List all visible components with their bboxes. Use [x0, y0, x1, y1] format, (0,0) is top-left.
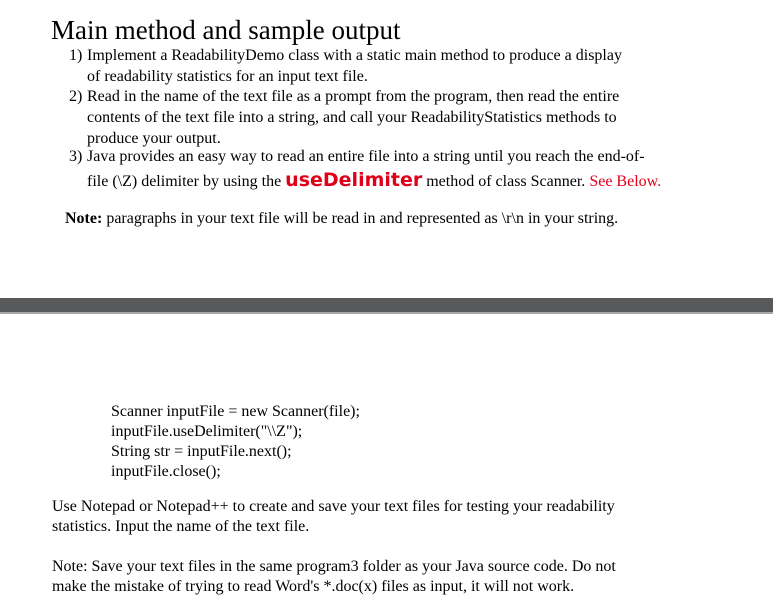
code-line: inputFile.useDelimiter("\\Z"); — [111, 423, 303, 440]
paragraph-line: Note: Save your text files in the same program3 folder as your Java source code. Do not — [52, 558, 616, 575]
save-note-paragraph — [52, 557, 616, 597]
list-item-2-line-1: Read in the name of the text file as a prompt from the program, then read the entire — [87, 88, 620, 105]
list-item-3-line-2 — [87, 170, 729, 192]
list-item-3 — [69, 146, 729, 192]
list-item-1 — [69, 45, 729, 87]
code-line: String str = inputFile.next(); — [111, 443, 292, 460]
see-below-text: See Below. — [589, 173, 662, 190]
section-divider-shadow — [0, 312, 773, 314]
notepad-paragraph — [52, 497, 615, 537]
list-item-3-line-1: Java provides an easy way to read an entire file into a string until you reach the end-of- — [87, 148, 645, 165]
note-text: paragraphs in your text file will be read in and represented as \r\n in your string. — [102, 210, 619, 227]
line-text: file (\Z) delimiter by using the — [87, 173, 286, 190]
list-item-2-line-2: contents of the text file into a string, and call your ReadabilityStatistics methods to — [87, 109, 617, 126]
list-item-2 — [69, 86, 729, 149]
list-number: 2) — [69, 88, 83, 105]
list-number: 3) — [69, 148, 83, 165]
list-item-1-line-1: Implement a ReadabilityDemo class with a static main method to produce a display — [87, 47, 622, 64]
list-number: 1) — [69, 47, 83, 64]
line-text: method of class Scanner. — [422, 173, 590, 190]
paragraph-line: make the mistake of trying to read Word's *.doc(x) files as input, it will not work. — [52, 578, 575, 595]
paragraph-line: statistics. Input the name of the text file. — [52, 518, 310, 535]
note-label: Note: — [65, 210, 103, 227]
list-item-2-line-3: produce your output. — [87, 130, 221, 147]
note-paragraph — [65, 208, 618, 229]
page-title: Main method and sample output — [51, 15, 401, 45]
code-line: Scanner inputFile = new Scanner(file); — [111, 403, 360, 420]
paragraph-line: Use Notepad or Notepad++ to create and save your text files for testing your readability — [52, 498, 615, 515]
list-item-1-line-2: of readability statistics for an input text file. — [87, 68, 368, 85]
code-line: inputFile.close(); — [111, 463, 221, 480]
code-block — [111, 402, 360, 482]
method-name-highlight: useDelimiter — [285, 169, 423, 191]
section-divider — [0, 298, 773, 312]
